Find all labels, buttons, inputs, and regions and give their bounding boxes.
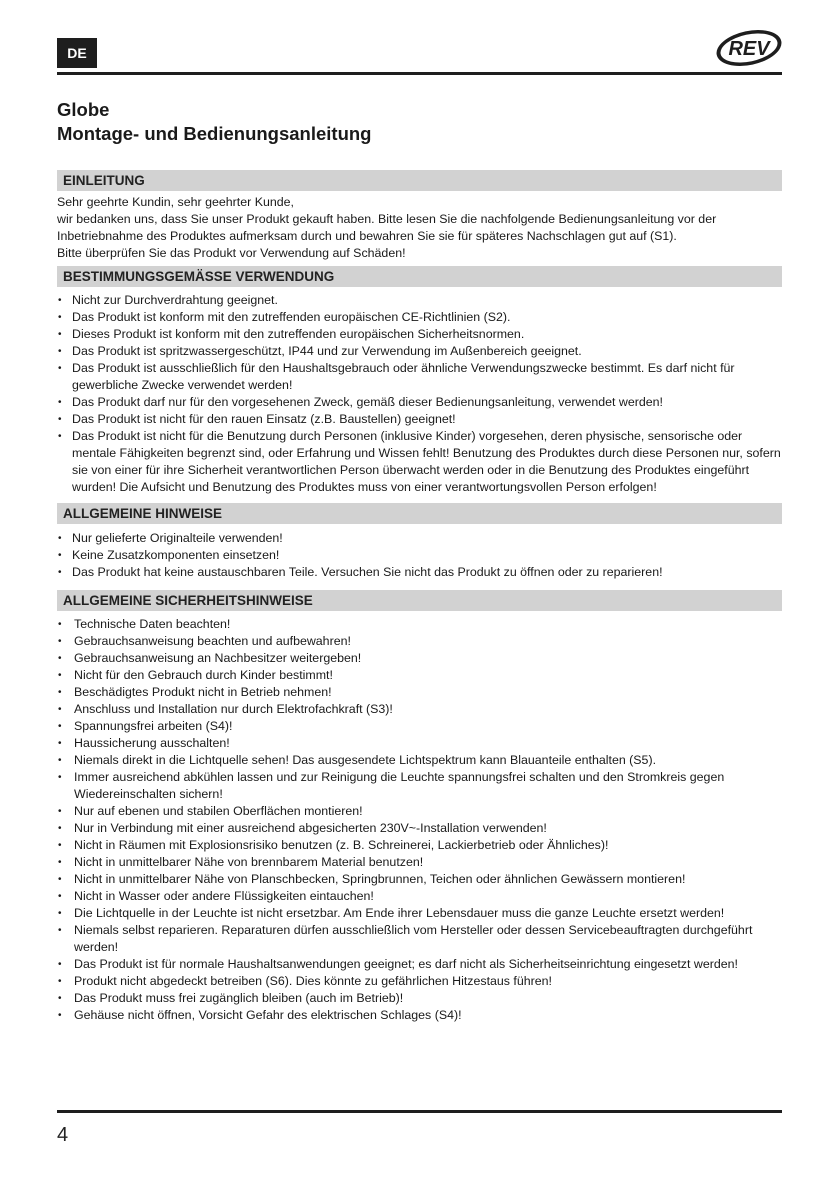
paragraph: Sehr geehrte Kundin, sehr geehrter Kunde, xyxy=(57,195,294,209)
page-number: 4 xyxy=(57,1124,69,1146)
section-einleitung xyxy=(57,194,782,262)
list-item: • Produkt nicht abgedeckt betreiben (S6). Dies könnte zu gefährlichen Hitzestaus führen! xyxy=(57,973,782,990)
product-name: Globe xyxy=(57,99,110,120)
section-heading-sicherheit: ALLGEMEINE SICHERHEITSHINWEISE xyxy=(57,590,782,611)
list-item: • Gehäuse nicht öffnen, Vorsicht Gefahr des elektrischen Schlages (S4)! xyxy=(57,1007,782,1024)
list-item: • Nicht in unmittelbarer Nähe von Planschbecken, Springbrunnen, Teichen oder ähnlichen Gewässern montieren! xyxy=(57,871,782,888)
list-item: • Nur in Verbindung mit einer ausreichend abgesicherten 230V~-Installation verwenden! xyxy=(57,820,782,837)
list-item: • Haussicherung ausschalten! xyxy=(57,735,782,752)
list-item: • Nicht in Räumen mit Explosionsrisiko benutzen (z. B. Schreinerei, Lackierbetrieb oder Ähnliches)! xyxy=(57,837,782,854)
list-item: • Das Produkt ist für normale Haushaltsanwendungen geeignet; es darf nicht als Sicherheitseinrichtung eingesetzt werden! xyxy=(57,956,782,973)
logo-text: REV xyxy=(728,38,770,60)
document-body xyxy=(57,170,782,1024)
list-item: • Das Produkt ist ausschließlich für den Haushaltsgebrauch oder ähnliche Verwendungszwecke bestimmt. Es darf nicht für gewerbliche Zwecke verwendet werden! xyxy=(57,360,782,394)
rev-logo xyxy=(714,28,784,68)
list-item: • Nur gelieferte Originalteile verwenden! xyxy=(57,530,782,547)
language-badge: DE xyxy=(57,38,97,68)
list-item: • Das Produkt ist nicht für die Benutzung durch Personen (inklusive Kinder) vorgesehen, deren physische, sensorische oder mentale Fähigkeiten begrenzt sind, oder Erfahrung und Wissen fehlt! Benutzung des Produktes durch diese Personen nur, sofern sie von einer für ihre Sicherheit verantwortlichen Person überwacht werden oder in die Benutzung des Produktes eingeführt wurden! Die Aufsicht und Benutzung des Produktes muss von einer verantwortungsvollen Person erfolgen! xyxy=(57,428,782,496)
list-item: • Technische Daten beachten! xyxy=(57,616,782,633)
list-item: • Spannungsfrei arbeiten (S4)! xyxy=(57,718,782,735)
manual-title: Montage- und Bedienungsanleitung xyxy=(57,123,372,144)
section-heading-einleitung: EINLEITUNG xyxy=(57,170,782,191)
list-item: • Nicht in Wasser oder andere Flüssigkeiten eintauchen! xyxy=(57,888,782,905)
list-item: • Das Produkt darf nur für den vorgesehenen Zweck, gemäß dieser Bedienungsanleitung, verwendet werden! xyxy=(57,394,782,411)
list-item: • Das Produkt ist spritzwassergeschützt, IP44 und zur Verwendung im Außenbereich geeignet. xyxy=(57,343,782,360)
list-item: • Beschädigtes Produkt nicht in Betrieb nehmen! xyxy=(57,684,782,701)
list-item: • Das Produkt ist nicht für den rauen Einsatz (z.B. Baustellen) geeignet! xyxy=(57,411,782,428)
list-item: • Das Produkt ist konform mit den zutreffenden europäischen CE-Richtlinien (S2). xyxy=(57,309,782,326)
list-item: • Niemals selbst reparieren. Reparaturen dürfen ausschließlich vom Hersteller oder dessen Servicebeauftragten durchgeführt werden! xyxy=(57,922,782,956)
list-item: • Immer ausreichend abkühlen lassen und zur Reinigung die Leuchte spannungsfrei schalten und den Stromkreis gegen Wiedereinschalten sichern! xyxy=(57,769,782,803)
paragraph: wir bedanken uns, dass Sie unser Produkt gekauft haben. Bitte lesen Sie die nachfolgende Bedienungsanleitung vor der Inbetriebnahme des Produktes aufmerksam durch und bewahren Sie sie für späteres Nachschlagen gut auf (S1). xyxy=(57,212,717,243)
list-item: • Nicht für den Gebrauch durch Kinder bestimmt! xyxy=(57,667,782,684)
list-sicherheit xyxy=(57,616,782,1024)
list-verwendung xyxy=(57,292,782,496)
list-hinweise xyxy=(57,530,782,581)
top-divider xyxy=(57,72,782,75)
list-item: • Niemals direkt in die Lichtquelle sehen! Das ausgesendete Lichtspektrum kann Blauanteile enthalten (S5). xyxy=(57,752,782,769)
section-heading-verwendung: BESTIMMUNGSGEMÄSSE VERWENDUNG xyxy=(57,266,782,287)
bottom-divider xyxy=(57,1110,782,1113)
list-item: • Nicht zur Durchverdrahtung geeignet. xyxy=(57,292,782,309)
list-item: • Das Produkt muss frei zugänglich bleiben (auch im Betrieb)! xyxy=(57,990,782,1007)
paragraph: Bitte überprüfen Sie das Produkt vor Verwendung auf Schäden! xyxy=(57,246,406,260)
list-item: • Das Produkt hat keine austauschbaren Teile. Versuchen Sie nicht das Produkt zu öffnen oder zu reparieren! xyxy=(57,564,782,581)
list-item: • Anschluss und Installation nur durch Elektrofachkraft (S3)! xyxy=(57,701,782,718)
list-item: • Die Lichtquelle in der Leuchte ist nicht ersetzbar. Am Ende ihrer Lebensdauer muss die ganze Leuchte ersetzt werden! xyxy=(57,905,782,922)
section-heading-hinweise: ALLGEMEINE HINWEISE xyxy=(57,503,782,524)
document-title xyxy=(57,98,782,146)
list-item: • Gebrauchsanweisung beachten und aufbewahren! xyxy=(57,633,782,650)
list-item: • Nicht in unmittelbarer Nähe von brennbarem Material benutzen! xyxy=(57,854,782,871)
list-item: • Nur auf ebenen und stabilen Oberflächen montieren! xyxy=(57,803,782,820)
list-item: • Dieses Produkt ist konform mit den zutreffenden europäischen Sicherheitsnormen. xyxy=(57,326,782,343)
list-item: • Keine Zusatzkomponenten einsetzen! xyxy=(57,547,782,564)
list-item: • Gebrauchsanweisung an Nachbesitzer weitergeben! xyxy=(57,650,782,667)
